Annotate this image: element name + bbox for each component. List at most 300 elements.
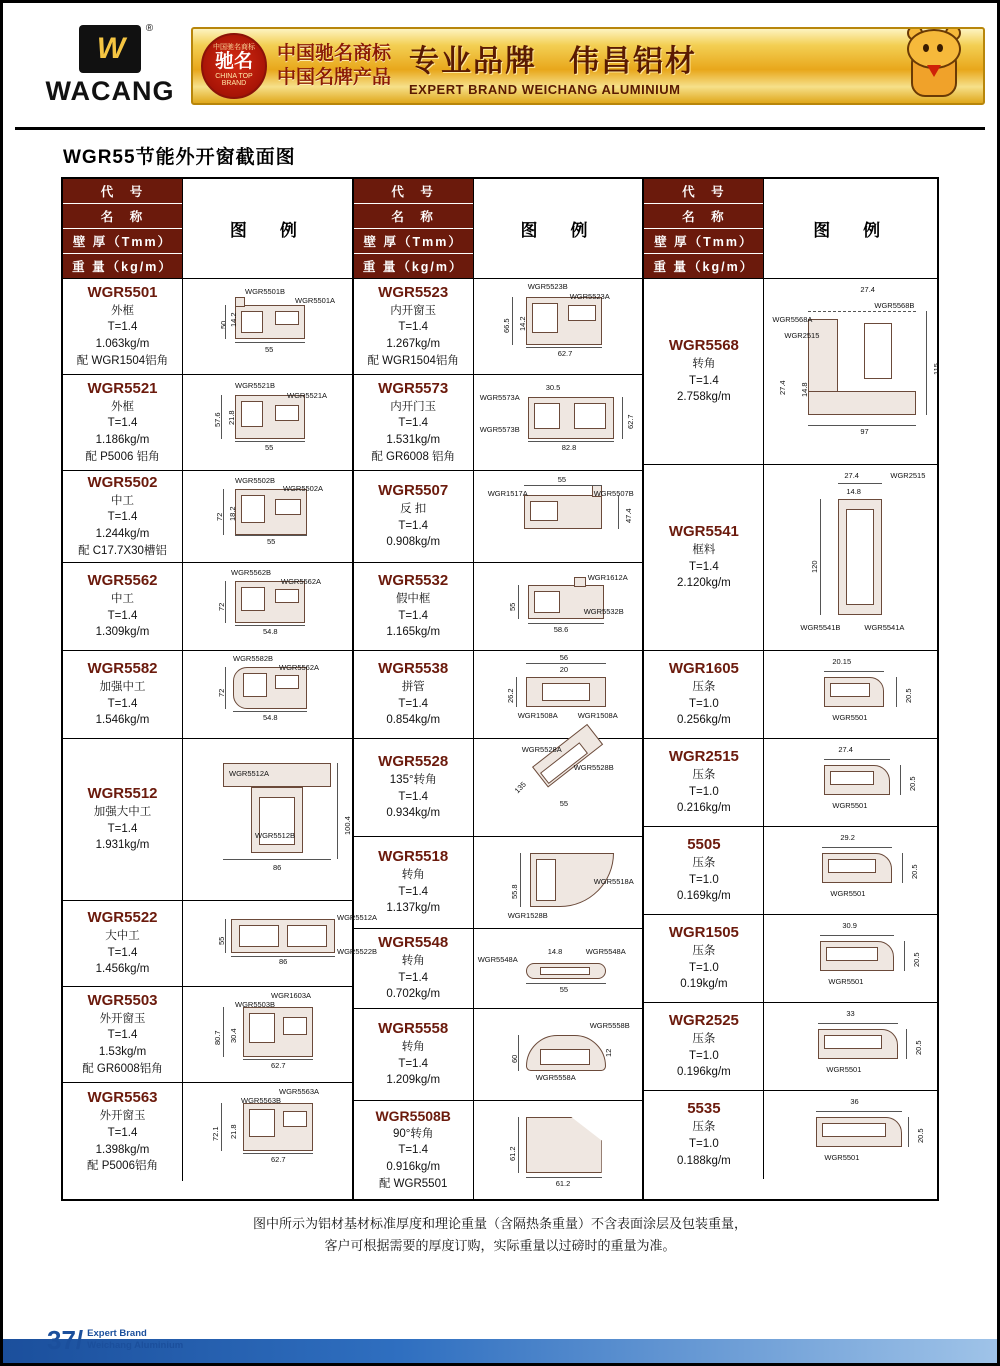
table-row bbox=[644, 827, 937, 915]
profile-figure bbox=[764, 739, 937, 826]
table-row bbox=[354, 375, 643, 471]
profile-weight: 1.931kg/m bbox=[95, 839, 150, 852]
figure-label: WGR1612A bbox=[587, 573, 628, 582]
figure-dim: 72 bbox=[217, 602, 226, 611]
figure-dim: 14.2 bbox=[517, 316, 527, 331]
profile-weight: 0.908kg/m bbox=[386, 536, 441, 549]
figure-dim: 115 bbox=[932, 363, 942, 375]
profile-figure bbox=[764, 1003, 937, 1090]
profile-weight: 1.063kg/m bbox=[95, 338, 150, 350]
figure-label: WGR5541A bbox=[864, 623, 905, 632]
figure-label: WGR2515 bbox=[784, 331, 820, 340]
profile-weight: 2.120kg/m bbox=[677, 577, 731, 590]
profile-code: WGR5532 bbox=[378, 571, 449, 589]
profile-weight: 1.137kg/m bbox=[386, 902, 441, 915]
profile-name: 框料 bbox=[692, 543, 716, 556]
profile-thickness: T=1.4 bbox=[398, 1057, 429, 1070]
table-row bbox=[354, 563, 643, 651]
profile-figure bbox=[474, 471, 643, 562]
profile-code: WGR2525 bbox=[668, 1011, 739, 1029]
figure-label: WGR5501 bbox=[826, 1065, 862, 1074]
figure-dim: 55 bbox=[267, 537, 276, 546]
profile-code: WGR5568 bbox=[668, 336, 739, 354]
row-info bbox=[354, 929, 474, 1008]
table-row bbox=[354, 279, 643, 375]
figure-label: WGR5562A bbox=[279, 663, 320, 672]
profile-thickness: T=1.4 bbox=[398, 790, 429, 803]
figure-dim: 14.2 bbox=[229, 312, 238, 327]
row-info bbox=[63, 1083, 183, 1181]
row-info bbox=[644, 279, 764, 464]
registered-mark: ® bbox=[145, 23, 153, 34]
figure-label: WGR5512B bbox=[255, 831, 296, 840]
footnote-line-2: 客户可根据需要的厚度订购，实际重量以过磅时的重量为准。 bbox=[324, 1238, 676, 1254]
figure-label: WGR5562A bbox=[281, 577, 322, 586]
header-name: 名 称 bbox=[354, 204, 473, 229]
figure-label: WGR5563A bbox=[279, 1087, 320, 1096]
table-row bbox=[354, 1009, 643, 1101]
figure-dim: 86 bbox=[279, 957, 288, 966]
figure-dim: 14.8 bbox=[846, 487, 861, 496]
profile-name: 转角 bbox=[401, 1040, 425, 1053]
figure-label: WGR1528B bbox=[507, 911, 548, 920]
figure-label: WGR5558A bbox=[535, 1073, 576, 1082]
profile-name: 外开窗玉 bbox=[99, 1110, 146, 1123]
figure-label: WGR5522B bbox=[337, 947, 378, 956]
profile-thickness: T=1.4 bbox=[107, 321, 138, 334]
profile-thickness: T=1.4 bbox=[107, 1126, 138, 1139]
profile-weight: 1.244kg/m bbox=[95, 528, 150, 540]
table-row bbox=[63, 279, 352, 375]
figure-label: WGR5501 bbox=[828, 977, 864, 986]
footer-en-line-2: Weichang Aluminium bbox=[87, 1340, 184, 1351]
profile-thickness: T=1.4 bbox=[107, 1029, 138, 1042]
profile-extra: 配 WGR1504铝角 bbox=[76, 354, 169, 367]
profile-figure bbox=[183, 563, 352, 650]
figure-dim: 36 bbox=[850, 1097, 859, 1106]
profile-thickness: T=1.4 bbox=[398, 971, 429, 984]
figure-label: WGR5523A bbox=[569, 292, 610, 301]
figure-dim: 55.8 bbox=[509, 884, 519, 899]
figure-dim: 54.8 bbox=[263, 713, 278, 722]
header-weight: 重 量（kg/m） bbox=[63, 254, 182, 278]
header-thickness: 壁 厚（Tmm） bbox=[354, 229, 473, 254]
profile-name: 内开门玉 bbox=[390, 400, 437, 413]
figure-dim: 21.8 bbox=[227, 410, 236, 425]
profile-weight: 0.256kg/m bbox=[677, 714, 731, 727]
figure-dim: 55 bbox=[265, 345, 274, 354]
profile-name: 压条 bbox=[692, 1032, 716, 1045]
profile-code: WGR5528 bbox=[378, 752, 449, 770]
row-info bbox=[63, 563, 183, 650]
profile-figure bbox=[474, 739, 643, 836]
profile-code: WGR5558 bbox=[378, 1019, 449, 1037]
profile-code: WGR2515 bbox=[668, 747, 739, 765]
profile-code: WGR5582 bbox=[87, 659, 158, 677]
figure-dim: 60 bbox=[509, 1054, 519, 1063]
profile-code: WGR5508B bbox=[375, 1107, 451, 1124]
page-footer bbox=[3, 1317, 997, 1363]
row-info bbox=[63, 651, 183, 738]
profile-thickness: T=1.4 bbox=[107, 609, 138, 622]
figure-label: WGR5512A bbox=[337, 913, 378, 922]
profile-name: 内开窗玉 bbox=[390, 304, 437, 317]
figure-label: WGR5563B bbox=[241, 1096, 282, 1105]
cert-line-1: 中国驰名商标 bbox=[277, 43, 392, 65]
profile-extra: 配 WGR5501 bbox=[378, 1177, 448, 1190]
profile-name: 中工 bbox=[111, 494, 134, 507]
profile-figure bbox=[764, 465, 937, 650]
logo-mark-icon bbox=[79, 23, 153, 73]
profile-thickness: T=1.0 bbox=[689, 961, 719, 974]
figure-dim: 58.6 bbox=[553, 625, 569, 634]
row-info bbox=[644, 465, 764, 650]
row-info bbox=[354, 563, 474, 650]
column-header bbox=[63, 179, 352, 279]
brand-name-cn: 专业品牌 伟昌铝材 bbox=[409, 44, 698, 78]
profile-figure bbox=[474, 651, 643, 738]
figure-dim: 61.2 bbox=[555, 1179, 571, 1188]
brand-text bbox=[409, 36, 897, 97]
profile-figure bbox=[764, 1091, 937, 1179]
profile-thickness: T=1.0 bbox=[689, 873, 719, 886]
figure-dim: 30.9 bbox=[842, 921, 857, 930]
page-number-value: 37 bbox=[47, 1324, 76, 1355]
table-row bbox=[644, 1003, 937, 1091]
figure-dim: 62.7 bbox=[271, 1061, 286, 1070]
profile-weight: 0.196kg/m bbox=[677, 1066, 731, 1079]
profile-code: WGR5548 bbox=[378, 934, 449, 951]
profile-weight: 1.186kg/m bbox=[95, 434, 150, 446]
figure-dim: 120 bbox=[810, 560, 820, 573]
profile-thickness: T=1.4 bbox=[398, 321, 429, 334]
row-info bbox=[644, 651, 764, 738]
table-row bbox=[354, 1101, 643, 1199]
figure-dim: 20.5 bbox=[916, 1128, 926, 1143]
profile-weight: 0.702kg/m bbox=[386, 988, 441, 1001]
row-info bbox=[63, 471, 183, 562]
page-header bbox=[15, 11, 985, 121]
profile-code: WGR5522 bbox=[87, 908, 158, 926]
figure-dim: 47.4 bbox=[623, 508, 633, 523]
profile-name: 压条 bbox=[692, 856, 716, 869]
profile-name: 加强大中工 bbox=[93, 805, 152, 818]
figure-dim: 56 bbox=[559, 653, 569, 662]
footnote bbox=[61, 1213, 939, 1257]
table-row bbox=[354, 471, 643, 563]
footer-brand-en bbox=[87, 1328, 183, 1352]
figure-label: WGR5501 bbox=[824, 1153, 860, 1162]
figure-label: WGR1508A bbox=[517, 711, 558, 720]
header-figure: 图 例 bbox=[229, 221, 305, 240]
figure-dim: 20.5 bbox=[914, 1040, 924, 1055]
profile-figure bbox=[183, 1083, 352, 1181]
figure-dim: 72 bbox=[215, 512, 224, 521]
column-header-labels bbox=[644, 179, 764, 278]
profile-code: WGR1605 bbox=[668, 659, 739, 677]
profile-figure bbox=[183, 651, 352, 738]
profile-code: WGR5562 bbox=[87, 571, 158, 589]
profile-name: 转角 bbox=[401, 868, 425, 881]
figure-label: WGR5501 bbox=[830, 889, 866, 898]
header-weight: 重 量（kg/m） bbox=[644, 254, 763, 278]
profile-code: WGR5573 bbox=[378, 379, 449, 397]
brand-name-en: EXPERT BRAND WEICHANG ALUMINIUM bbox=[409, 81, 681, 97]
table-row bbox=[644, 465, 937, 651]
profile-name: 外框 bbox=[111, 304, 134, 317]
profile-figure bbox=[183, 987, 352, 1082]
header-name: 名 称 bbox=[644, 204, 763, 229]
profile-thickness: T=1.4 bbox=[689, 560, 719, 573]
figure-dim: 55 bbox=[507, 602, 517, 611]
profile-thickness: T=1.4 bbox=[107, 417, 138, 430]
profile-name: 外开窗玉 bbox=[99, 1012, 146, 1025]
figure-dim: 62.7 bbox=[271, 1155, 286, 1164]
figure-dim: 82.8 bbox=[561, 443, 577, 452]
profile-name: 大中工 bbox=[105, 929, 140, 942]
table-column-1 bbox=[63, 179, 378, 1199]
profile-figure bbox=[474, 1009, 643, 1100]
row-info bbox=[354, 375, 474, 470]
figure-dim: 27.4 bbox=[838, 745, 853, 754]
profile-weight: 0.19kg/m bbox=[680, 978, 728, 991]
profile-figure bbox=[764, 915, 937, 1002]
row-info bbox=[644, 827, 764, 914]
company-logo bbox=[15, 25, 185, 107]
row-info bbox=[354, 1101, 474, 1199]
profile-figure bbox=[474, 837, 643, 928]
profile-thickness: T=1.4 bbox=[689, 374, 719, 387]
figure-dim: 50 bbox=[219, 320, 228, 329]
profile-thickness: T=1.0 bbox=[689, 1049, 719, 1062]
figure-dim: 55 bbox=[559, 985, 569, 994]
figure-dim: 80.7 bbox=[213, 1030, 222, 1045]
profile-weight: 1.398kg/m bbox=[95, 1143, 150, 1156]
figure-label: WGR5582B bbox=[233, 654, 274, 663]
figure-dim: 55 bbox=[559, 799, 569, 808]
table-row bbox=[644, 739, 937, 827]
profile-weight: 0.934kg/m bbox=[386, 807, 441, 820]
profile-code: WGR5538 bbox=[378, 659, 449, 677]
table-row bbox=[63, 987, 352, 1083]
profile-thickness: T=1.4 bbox=[398, 1144, 429, 1157]
profile-thickness: T=1.4 bbox=[107, 511, 138, 524]
figure-dim: 57.6 bbox=[213, 412, 222, 427]
header-figure: 图 例 bbox=[813, 221, 889, 240]
figure-label: WGR5562B bbox=[231, 568, 272, 577]
table-row bbox=[644, 279, 942, 465]
figure-dim: 27.4 bbox=[778, 380, 788, 395]
figure-dim: 62.7 bbox=[625, 414, 635, 429]
header-thickness: 壁 厚（Tmm） bbox=[644, 229, 763, 254]
figure-dim: 20.15 bbox=[832, 657, 852, 666]
row-info bbox=[644, 1003, 764, 1090]
profile-name: 拼管 bbox=[401, 680, 425, 693]
profile-weight: 0.188kg/m bbox=[677, 1154, 731, 1167]
figure-dim: 54.8 bbox=[263, 627, 278, 636]
figure-dim: 135 bbox=[512, 779, 528, 796]
profile-name: 假中框 bbox=[395, 592, 431, 605]
profile-name: 压条 bbox=[692, 1121, 716, 1134]
figure-label: WGR5521B bbox=[235, 381, 276, 390]
figure-label: WGR5507B bbox=[593, 489, 634, 498]
figure-label: WGR5528A bbox=[521, 745, 562, 754]
figure-label: WGR5512A bbox=[229, 769, 270, 778]
profile-figure bbox=[474, 279, 643, 374]
profile-name: 转角 bbox=[401, 955, 425, 967]
figure-dim: 100.4 bbox=[343, 816, 352, 835]
page-title: WGR55节能外开窗截面图 bbox=[63, 147, 296, 168]
profile-name: 中工 bbox=[111, 592, 134, 605]
page-number bbox=[47, 1325, 83, 1356]
table-row bbox=[644, 651, 937, 739]
profile-code: WGR5541 bbox=[668, 522, 739, 540]
seal-top-text: 中国驰名商标 bbox=[213, 44, 255, 52]
profile-figure bbox=[474, 375, 643, 470]
profile-thickness: T=1.4 bbox=[398, 697, 429, 710]
profile-code: WGR1505 bbox=[668, 923, 739, 941]
logo-mark-letter: W bbox=[96, 32, 124, 65]
table-row bbox=[354, 739, 643, 837]
profile-thickness: T=1.4 bbox=[398, 519, 429, 532]
profile-thickness: T=1.0 bbox=[689, 697, 719, 710]
profile-thickness: T=1.0 bbox=[689, 785, 719, 798]
profile-name: 加强中工 bbox=[99, 680, 146, 693]
profile-name: 压条 bbox=[692, 768, 716, 781]
profile-name: 反 扣 bbox=[400, 502, 427, 515]
figure-label: WGR5568A bbox=[772, 315, 813, 324]
page-number-slash: / bbox=[75, 1324, 84, 1355]
profile-name: 135°转角 bbox=[389, 773, 437, 786]
row-info bbox=[63, 739, 183, 900]
figure-dim: 55 bbox=[265, 443, 274, 452]
profile-weight: 2.758kg/m bbox=[677, 391, 731, 404]
figure-label: WGR5521A bbox=[287, 391, 328, 400]
profile-figure bbox=[183, 375, 352, 470]
table-row bbox=[354, 651, 643, 739]
row-info bbox=[354, 1009, 474, 1100]
profile-weight: 1.267kg/m bbox=[386, 338, 441, 350]
table-row bbox=[63, 1083, 352, 1181]
profile-weight: 1.209kg/m bbox=[386, 1074, 441, 1087]
profile-thickness: T=1.4 bbox=[107, 946, 138, 959]
figure-dim: 14.8 bbox=[800, 382, 810, 397]
profile-extra: 配 GR6008铝角 bbox=[82, 1062, 163, 1075]
profile-figure bbox=[183, 279, 352, 374]
row-info bbox=[644, 1091, 764, 1179]
row-info bbox=[63, 375, 183, 470]
figure-dim: 30.4 bbox=[229, 1028, 238, 1043]
profile-figure bbox=[183, 901, 378, 986]
certification-seal-icon bbox=[201, 33, 267, 99]
figure-label: WGR5501A bbox=[295, 296, 336, 305]
profile-code: WGR5512 bbox=[87, 784, 158, 802]
seal-bottom-text: CHINA TOP BRAND bbox=[215, 72, 253, 88]
figure-dim: 26.2 bbox=[505, 688, 515, 703]
row-info bbox=[354, 651, 474, 738]
footer-en-line-1: Expert Brand bbox=[87, 1328, 147, 1340]
profile-figure bbox=[474, 929, 643, 1008]
row-info bbox=[644, 739, 764, 826]
column-header bbox=[644, 179, 937, 279]
table-row bbox=[63, 901, 378, 987]
certification-text bbox=[277, 42, 391, 90]
figure-label: WGR5528B bbox=[573, 763, 614, 772]
profile-thickness: T=1.0 bbox=[689, 1138, 719, 1151]
figure-label: WGR1508A bbox=[577, 711, 618, 720]
profile-weight: 0.216kg/m bbox=[677, 802, 731, 815]
figure-dim: 27.4 bbox=[860, 285, 875, 294]
table-row bbox=[644, 1091, 937, 1179]
profile-code: WGR5507 bbox=[378, 481, 449, 499]
figure-dim: 62.7 bbox=[557, 349, 573, 358]
figure-dim: 55 bbox=[557, 475, 567, 484]
profile-figure bbox=[474, 1101, 643, 1199]
figure-label: WGR5558B bbox=[589, 1021, 630, 1030]
row-info bbox=[354, 471, 474, 562]
profile-code: WGR5503 bbox=[87, 991, 158, 1009]
figure-label: WGR5502B bbox=[235, 476, 276, 485]
column-header bbox=[354, 179, 643, 279]
figure-dim: 29.2 bbox=[840, 833, 855, 842]
figure-dim: 66.5 bbox=[501, 318, 511, 333]
header-weight: 重 量（kg/m） bbox=[354, 254, 473, 278]
profile-code: WGR5521 bbox=[87, 379, 158, 397]
mascot-icon bbox=[897, 29, 973, 103]
profile-weight: 0.916kg/m bbox=[386, 1161, 441, 1173]
figure-label: WGR5573B bbox=[479, 425, 520, 434]
figure-dim: 20.5 bbox=[912, 952, 922, 967]
profile-thickness: T=1.4 bbox=[107, 822, 138, 835]
table-row bbox=[63, 375, 352, 471]
profile-extra: 配 GR6008 铝角 bbox=[371, 450, 456, 463]
header-name: 名 称 bbox=[63, 204, 182, 229]
figure-label: WGR5502A bbox=[283, 484, 324, 493]
figure-dim: 20 bbox=[559, 665, 569, 674]
figure-label: WGR2515 bbox=[890, 471, 926, 480]
figure-label: WGR5573A bbox=[479, 393, 520, 402]
profile-weight: 1.53kg/m bbox=[98, 1046, 147, 1058]
figure-label: WGR5548A bbox=[585, 947, 626, 956]
header-code: 代 号 bbox=[644, 179, 763, 204]
profile-figure bbox=[183, 471, 352, 562]
profile-code: WGR5501 bbox=[87, 283, 158, 301]
profile-code: WGR5518 bbox=[378, 847, 449, 865]
profile-code: WGR5523 bbox=[378, 283, 449, 301]
profile-name: 外框 bbox=[111, 400, 134, 413]
profile-weight: 1.531kg/m bbox=[386, 434, 441, 446]
profile-weight: 0.169kg/m bbox=[677, 890, 731, 903]
header-divider bbox=[15, 127, 985, 130]
seal-center-text: 驰名 bbox=[214, 50, 253, 72]
profile-code: WGR5502 bbox=[87, 473, 158, 491]
profile-thickness: T=1.4 bbox=[107, 697, 138, 710]
figure-dim: 20.5 bbox=[910, 864, 920, 879]
profile-figure bbox=[764, 827, 937, 914]
logo-wordmark: WACANG bbox=[45, 76, 175, 106]
figure-dim: 20.5 bbox=[908, 776, 918, 791]
profile-weight: 1.546kg/m bbox=[95, 714, 150, 727]
profile-name: 压条 bbox=[692, 680, 716, 693]
figure-dim: 72.1 bbox=[211, 1126, 220, 1141]
figure-dim: 30.5 bbox=[545, 383, 561, 392]
profile-thickness: T=1.4 bbox=[398, 609, 429, 622]
profile-weight: 0.854kg/m bbox=[386, 714, 441, 727]
table-row bbox=[354, 929, 643, 1009]
profile-code: WGR5563 bbox=[87, 1089, 158, 1107]
cert-line-2: 中国名牌产品 bbox=[277, 67, 392, 88]
figure-dim: 86 bbox=[273, 863, 282, 872]
